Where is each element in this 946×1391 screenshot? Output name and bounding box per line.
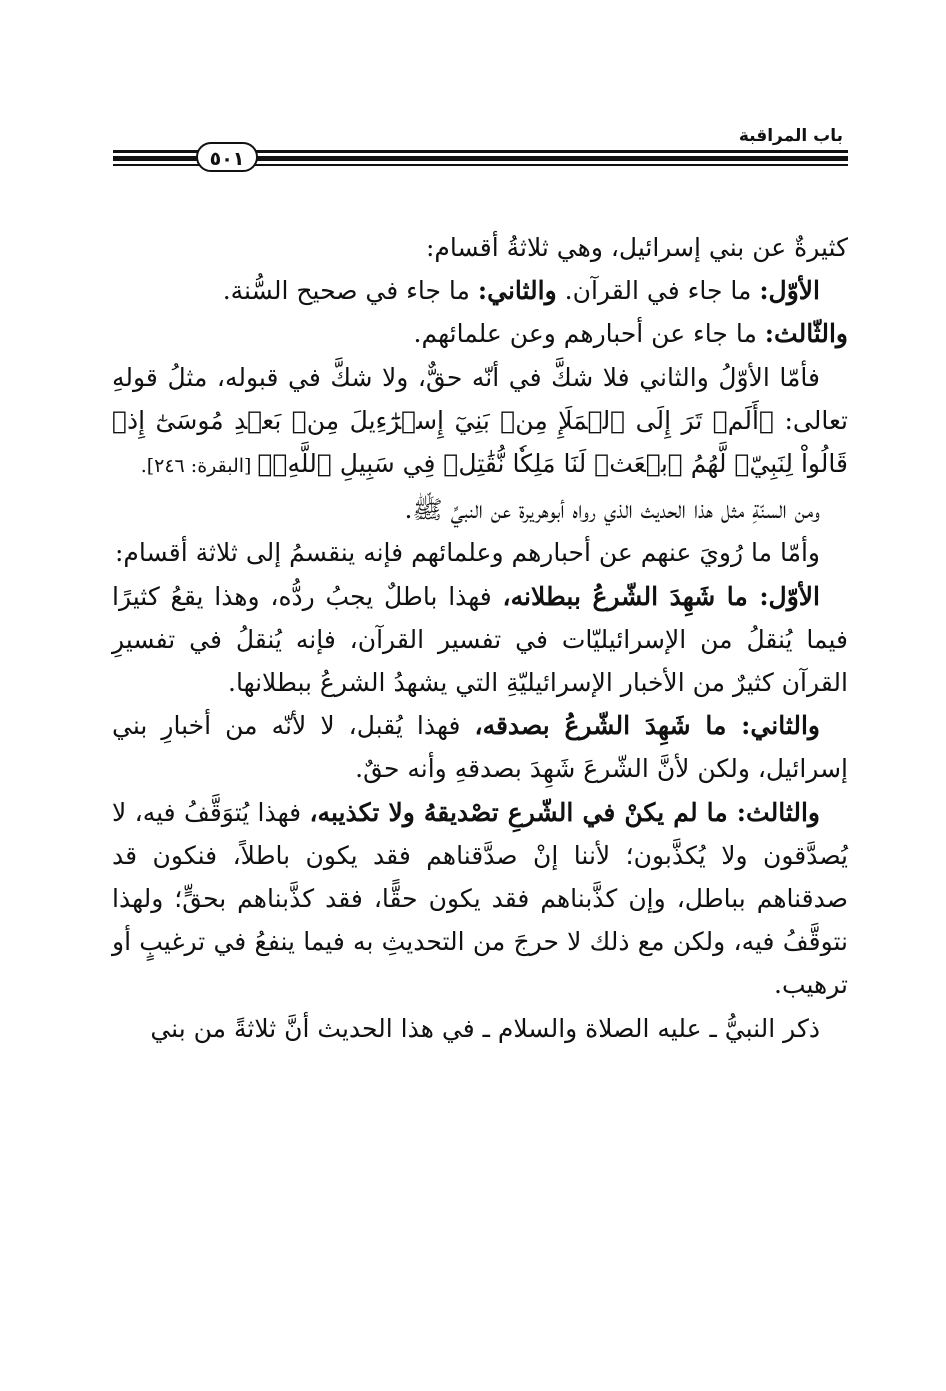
paragraph-8 bbox=[112, 704, 848, 790]
label-third: والثّالث: bbox=[764, 319, 848, 349]
label-second: والثاني: bbox=[477, 276, 557, 306]
paragraph-4-text: فأمّا الأوّلُ والثاني فلا شكَّ في أنّه حقٌّ، ولا شكَّ في قبوله، مثلُ قولهِ تعالى: bbox=[112, 362, 848, 435]
label-third-category: والثالث: ما لم يكنْ في الشّرعِ تصْديقهُ ولا تكذيبه، bbox=[309, 797, 820, 827]
paragraph-10-text: ذكر النبيُّ ـ عليه الصلاة والسلام ـ في هذا الحديث أنَّ ثلاثةً من بني bbox=[150, 1013, 820, 1043]
paragraph-2-text-2: ما جاء في صحيح السُّنة. bbox=[222, 276, 478, 306]
paragraph-7 bbox=[112, 575, 848, 705]
paragraph-5-text: ومن السنّةِ مثل هذا الحديث الذي رواه أبوهريرة عن النبيِّ ﷺ. bbox=[404, 495, 820, 525]
quran-verse: ﴿أَلَمۡ تَرَ إِلَى ٱلۡمَلَإِ مِنۢ بَنِيٓ إِسۡرَٰٓءِيلَ مِنۢ بَعۡدِ مُوسَىٰٓ إِذۡ قَالُواْ لِنَبِيّٖ لَّهُمُ ٱبۡعَثۡ لَنَا مَلِكٗا نُّقَٰتِلۡ فِي سَبِيلِ ٱللَّهِۖ﴾ bbox=[112, 405, 848, 479]
paragraph-9-text: فهذا يُتوَقَّفُ فيه، لا يُصدَّقون ولا يُكذَّبون؛ لأننا إنْ صدَّقناهم فقد يكون باطلاً، فنكون قد صدقناهم بباطل، وإن كذَّبناهم فقد يكون حقًّا، فقد كذَّبناهم بحقٍّ؛ ولهذا نتوقَّفُ فيه، ولكن مع ذلك لا حرجَ من التحديثِ به فيما ينفعُ في ترغيبٍ أو ترهيب. bbox=[112, 797, 848, 1000]
paragraph-7-text: فهذا باطلٌ يجبُ ردُّه، وهذا يقعُ كثيرًا فيما يُنقلُ من الإسرائيليّات في تفسير القرآن، فإنه يُنقلُ في تفسيرِ القرآن كثيرٌ من الأخبار الإسرائيليّةِ التي يشهدُ الشرعُ ببطلانها. bbox=[112, 581, 848, 698]
running-title: باب المراقبة bbox=[738, 126, 843, 146]
paragraph-2-text: ما جاء في القرآن. bbox=[556, 276, 760, 306]
paragraph-9 bbox=[112, 791, 848, 1007]
page-number: ٥٠١ bbox=[196, 142, 258, 172]
paragraph-1-text: كثيرةٌ عن بني إسرائيل، وهي ثلاثةُ أقسام: bbox=[425, 233, 848, 262]
paragraph-6-text: وأمّا ما رُويَ عنهم عن أحبارهم وعلمائهم فإنه ينقسمُ إلى ثلاثة أقسام: bbox=[114, 538, 820, 568]
paragraph-4 bbox=[112, 356, 848, 489]
paragraph-3 bbox=[112, 312, 848, 355]
label-first: الأوّل: bbox=[759, 276, 820, 306]
paragraph-8-text: فهذا يُقبل، لا لأنّه من أخبارِ بني إسرائيل، ولكن لأنَّ الشّرعَ شَهِدَ بصدقهِ وأنه حقٌ. bbox=[112, 711, 848, 784]
body-text bbox=[112, 226, 848, 1050]
paragraph-1 bbox=[112, 226, 848, 269]
paragraph-3-text: ما جاء عن أحبارهم وعن علمائهم. bbox=[413, 319, 765, 349]
verse-reference: [البقرة: ٢٤٦]. bbox=[140, 455, 258, 478]
paragraph-2 bbox=[112, 269, 848, 312]
paragraph-6 bbox=[112, 531, 848, 574]
label-second-category: والثاني: ما شَهِدَ الشّرعُ بصدقه، bbox=[474, 711, 821, 741]
paragraph-5 bbox=[112, 488, 848, 531]
paragraph-10 bbox=[112, 1007, 848, 1050]
label-first-category: الأوّل: ما شَهِدَ الشّرعُ ببطلانه، bbox=[502, 581, 820, 611]
